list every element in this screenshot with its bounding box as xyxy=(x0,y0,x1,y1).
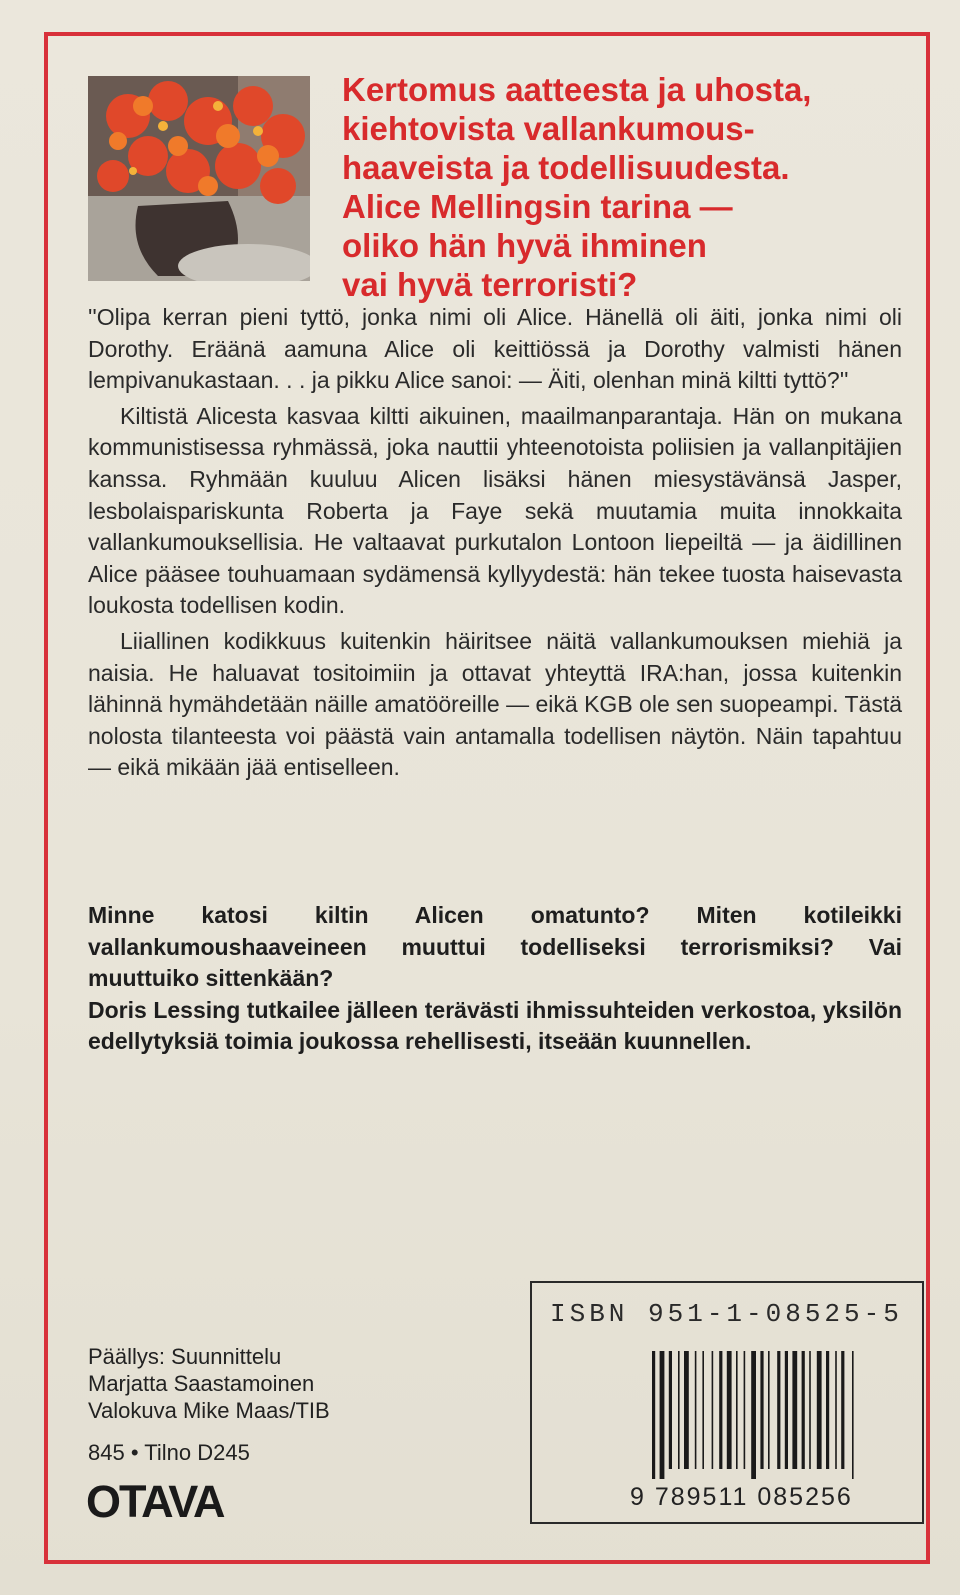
cover-photo-flowers xyxy=(88,76,310,281)
credit-line: Valokuva Mike Maas/TIB xyxy=(88,1398,330,1423)
barcode-bar xyxy=(678,1351,680,1469)
synopsis xyxy=(88,302,902,784)
barcode-bar xyxy=(768,1351,770,1469)
synopsis-paragraph: Liiallinen kodikkuus kuitenkin häiritsee näitä vallankumouksen miehiä ja naisia. He haluavat tositoimiin ja ottavat yhteyttä IRA:han, jossa kuitenkin lähinnä hymähdetään näille amatööreille — eikä KGB ole sen suopeampi. Tästä nolosta tilanteesta voi päästä vain antamalla todellisen näytön. Näin tapahtuu — eikä mikään jää entiselleen. xyxy=(88,627,903,781)
closing-question: Minne katosi kiltin Alicen omatunto? Miten kotileikki vallankumoushaaveineen muuttui todelliseksi terrorismiksi? Vai muuttuiko sittenkään? xyxy=(88,902,902,992)
headline xyxy=(342,70,902,304)
barcode-bar xyxy=(792,1351,797,1469)
barcode-icon xyxy=(652,1351,892,1481)
headline-line: haaveista ja todellisuudesta. xyxy=(342,149,790,186)
credit-line: Marjatta Saastamoinen xyxy=(88,1371,315,1396)
synopsis-paragraph: Kiltistä Alicesta kasvaa kiltti aikuinen, maailmanparantaja. Hän on mukana kommunistisessa ryhmässä, joka nauttii yhteenotoista poliisien ja vallanpitäjien kanssa. Ryhmään kuuluu Alicen lisäksi hänen miesystävänsä Jasper, lesbolaispariskunta Roberta ja Faye sekä muutamia muita innokkaita vallankumouksellisia. He valtaavat purkutalon Lontoon liepeiltä — ja äidillinen Alice pääsee touhuamaan sydämensä kyllyydestä: hän tekee tuosta haisevasta loukosta todellisen kodin. xyxy=(88,402,902,619)
barcode-bar xyxy=(785,1351,788,1469)
headline-line: kiehtovista vallankumous- xyxy=(342,110,755,147)
barcode-bar xyxy=(712,1351,714,1469)
barcode-bar xyxy=(660,1351,665,1479)
publisher-logo: OTAVA xyxy=(86,1476,224,1527)
cover-credits xyxy=(88,1343,448,1424)
barcode-bar xyxy=(669,1351,672,1469)
barcode-bar xyxy=(777,1351,780,1469)
closing-statement: Doris Lessing tutkailee jälleen terävästi ihmissuhteiden verkostoa, yksilön edellytyksiä toimia joukossa rehellisesti, itseään kuunnellen. xyxy=(88,996,902,1055)
barcode-bar xyxy=(744,1351,746,1469)
barcode-bar xyxy=(835,1351,837,1469)
flowers-vase-image xyxy=(88,76,310,281)
barcode-number: 9 789511 085256 xyxy=(630,1483,853,1511)
isbn-label: ISBN 951-1-08525-5 xyxy=(550,1299,903,1329)
closing-text xyxy=(88,900,902,1058)
isbn-barcode-box xyxy=(530,1281,924,1524)
barcode-bar xyxy=(719,1351,722,1469)
credit-line: Päällys: Suunnittelu xyxy=(88,1344,282,1369)
barcode-bar xyxy=(809,1351,811,1469)
barcode-bar xyxy=(802,1351,805,1469)
headline-line: Alice Mellingsin tarina — xyxy=(342,188,733,225)
barcode-bar xyxy=(826,1351,829,1469)
barcode-bar xyxy=(852,1351,854,1479)
barcode-bar xyxy=(702,1351,704,1469)
barcode-bar xyxy=(727,1351,732,1469)
barcode-bar xyxy=(652,1351,655,1479)
headline-line: oliko hän hyvä ihminen xyxy=(342,227,707,264)
barcode-bar xyxy=(817,1351,822,1469)
barcode-bar xyxy=(841,1351,844,1469)
barcode-bar xyxy=(751,1351,756,1479)
synopsis-quote-paragraph: ''Olipa kerran pieni tyttö, jonka nimi oli Alice. Hänellä oli äiti, jonka nimi oli Dorothy. Eräänä aamuna Alice oli keittiössä ja Dorothy valmisti hänen lempivanukastaan. . . ja pikku Alice sanoi: — Äiti, olenhan minä kiltti tyttö?'' xyxy=(88,304,902,394)
catalog-code: 845 • Tilno D245 xyxy=(88,1440,250,1465)
barcode-bar xyxy=(684,1351,689,1469)
barcode-bar xyxy=(760,1351,763,1469)
headline-line: Kertomus aatteesta ja uhosta, xyxy=(342,71,812,108)
barcode-bar xyxy=(695,1351,697,1469)
headline-line: vai hyvä terroristi? xyxy=(342,266,638,303)
barcode-bar xyxy=(736,1351,738,1469)
